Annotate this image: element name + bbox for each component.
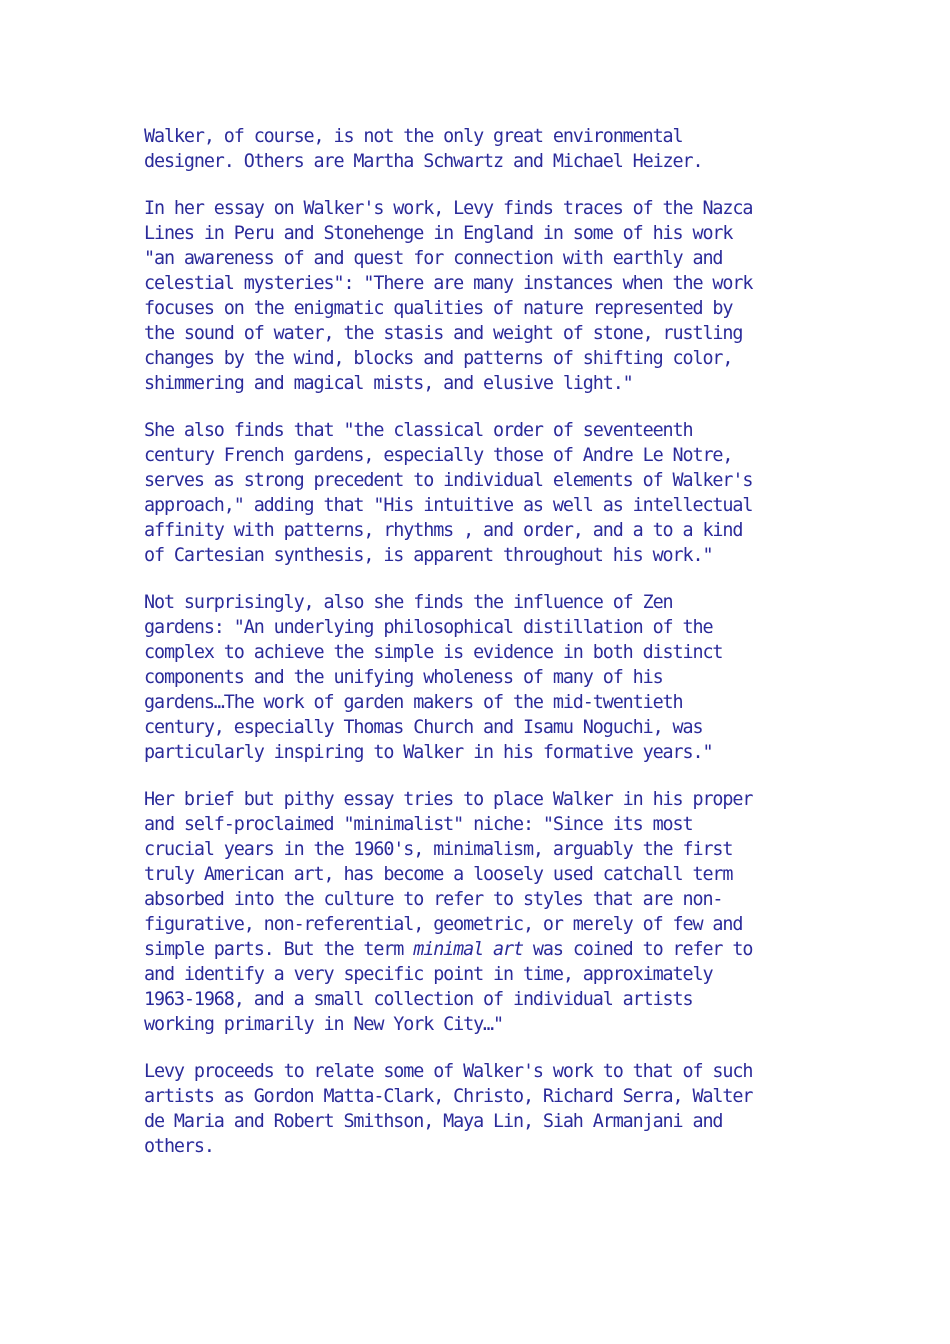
paragraph-6 — [144, 1059, 824, 1159]
text-line: absorbed into the culture to refer to styles that are non- — [144, 889, 723, 910]
text-line: artists as Gordon Matta-Clark, Christo, Richard Serra, Walter — [144, 1086, 753, 1107]
paragraph-3 — [144, 418, 824, 568]
text-line: and identify a very specific point in time, approximately — [144, 964, 713, 985]
text-line: figurative, non-referential, geometric, or merely of few and — [144, 914, 743, 935]
paragraph-2 — [144, 196, 824, 396]
text-line: the sound of water, the stasis and weight of stone, rustling — [144, 323, 743, 344]
text-line-with-italic — [144, 937, 824, 962]
text-line: century, especially Thomas Church and Isamu Noguchi, was — [144, 717, 703, 738]
text-line: affinity with patterns, rhythms , and order, and a to a kind — [144, 520, 743, 541]
text-line: gardens: "An underlying philosophical distillation of the — [144, 617, 713, 638]
document-body — [144, 124, 824, 1181]
text-line: serves as strong precedent to individual elements of Walker's — [144, 470, 753, 491]
text-line: century French gardens, especially those of Andre Le Notre, — [144, 445, 733, 466]
text-line: Levy proceeds to relate some of Walker's work to that of such — [144, 1061, 753, 1082]
text-line: de Maria and Robert Smithson, Maya Lin, Siah Armanjani and — [144, 1111, 723, 1132]
text-line: changes by the wind, blocks and patterns of shifting color, — [144, 348, 733, 369]
paragraph-1 — [144, 124, 824, 174]
italic-term: minimal art — [413, 939, 523, 960]
text-line: working primarily in New York City…" — [144, 1014, 503, 1035]
text-line: particularly inspiring to Walker in his formative years." — [144, 742, 713, 763]
text-line: Her brief but pithy essay tries to place Walker in his proper — [144, 789, 753, 810]
text-line: others. — [144, 1136, 214, 1157]
text-segment: was coined to refer to — [522, 939, 753, 960]
text-line: and self-proclaimed "minimalist" niche: "Since its most — [144, 814, 693, 835]
text-line: "an awareness of and quest for connection with earthly and — [144, 248, 723, 269]
text-line: celestial mysteries": "There are many instances when the work — [144, 273, 753, 294]
paragraph-5 — [144, 787, 824, 1037]
text-line: 1963-1968, and a small collection of individual artists — [144, 989, 693, 1010]
text-line: approach," adding that "His intuitive as well as intellectual — [144, 495, 753, 516]
text-line: shimmering and magical mists, and elusive light." — [144, 373, 633, 394]
text-line: focuses on the enigmatic qualities of nature represented by — [144, 298, 733, 319]
text-line: She also finds that "the classical order of seventeenth — [144, 420, 693, 441]
text-line: crucial years in the 1960's, minimalism, arguably the first — [144, 839, 733, 860]
text-line: truly American art, has become a loosely used catchall term — [144, 864, 733, 885]
text-line: components and the unifying wholeness of many of his — [144, 667, 663, 688]
text-line: gardens…The work of garden makers of the mid-twentieth — [144, 692, 683, 713]
paragraph-4 — [144, 590, 824, 765]
text-line: designer. Others are Martha Schwartz and Michael Heizer. — [144, 151, 703, 172]
text-line: Lines in Peru and Stonehenge in England in some of his work — [144, 223, 733, 244]
text-line: In her essay on Walker's work, Levy finds traces of the Nazca — [144, 198, 753, 219]
text-line: complex to achieve the simple is evidence in both distinct — [144, 642, 723, 663]
text-line: Walker, of course, is not the only great environmental — [144, 126, 683, 147]
text-segment: simple parts. But the term — [144, 939, 414, 960]
text-line: of Cartesian synthesis, is apparent throughout his work." — [144, 545, 713, 566]
text-line: Not surprisingly, also she finds the influence of Zen — [144, 592, 673, 613]
